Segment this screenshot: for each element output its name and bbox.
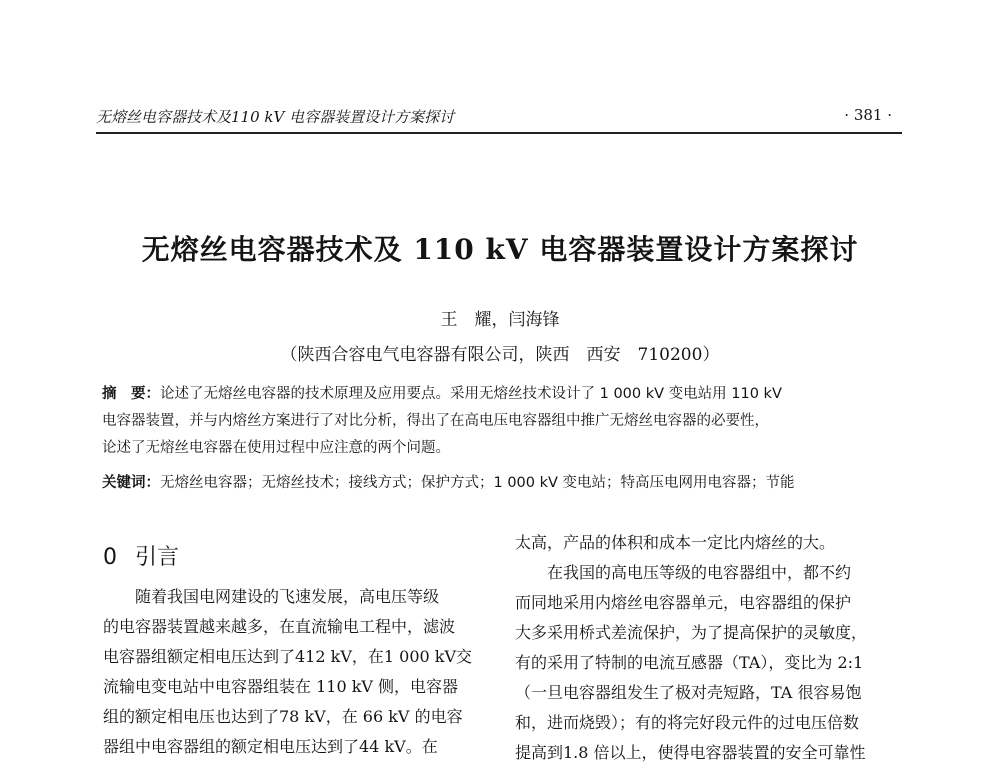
keywords-text: 无熔丝电容器；无熔丝技术；接线方式；保护方式；1 000 kV 变电站；特高压电网用电容器；节能 xyxy=(160,475,795,491)
body-line: （一旦电容器组发生了极对壳短路，TA 很容易饱 xyxy=(515,683,862,702)
left-column xyxy=(103,582,488,762)
body-line: 组的额定相电压也达到了78 kV，在 66 kV 的电容 xyxy=(103,707,463,726)
right-column xyxy=(515,528,900,768)
body-line: 大多采用桥式差流保护，为了提高保护的灵敏度， xyxy=(515,623,868,642)
body-line: 和，进而烧毁）；有的将完好段元件的过电压倍数 xyxy=(515,713,860,732)
body-line: 太高，产品的体积和成本一定比内熔丝的大。 xyxy=(515,533,836,552)
keywords xyxy=(102,470,902,497)
abstract-text: 论述了无熔丝电容器的技术原理及应用要点。采用无熔丝技术设计了 1 000 kV 变电站用 110 kV xyxy=(160,386,782,402)
body-line: 流输电变电站中电容器组装在 110 kV 侧，电容器 xyxy=(103,677,459,696)
abstract xyxy=(102,381,902,462)
abstract-line xyxy=(102,381,902,408)
article-title: 无熔丝电容器技术及 110 kV 电容器装置设计方案探讨 xyxy=(141,233,859,266)
body-line: 在我国的高电压等级的电容器组中，都不约 xyxy=(515,563,852,582)
running-header xyxy=(96,106,902,134)
body-line: 有的采用了特制的电流互感器（TA），变比为 2:1 xyxy=(515,653,864,672)
abstract-line: 电容器装置，并与内熔丝方案进行了对比分析，得出了在高电压电容器组中推广无熔丝电容器的必要性， xyxy=(102,413,769,429)
abstract-line: 论述了无熔丝电容器在使用过程中应注意的两个问题。 xyxy=(102,440,450,456)
authors: 王 耀，闫海锋 xyxy=(440,310,560,330)
body-line: 随着我国电网建设的飞速发展，高电压等级 xyxy=(103,587,440,606)
section-title: 引言 xyxy=(135,545,180,570)
page-number: · 381 · xyxy=(844,106,892,124)
body-line: 的电容器装置越来越多，在直流输电工程中，滤波 xyxy=(103,617,456,636)
body-line: 器组中电容器组的额定相电压达到了44 kV。在 xyxy=(103,737,438,756)
running-title: 无熔丝电容器技术及110 kV 电容器装置设计方案探讨 xyxy=(96,108,455,126)
body-line: 提高到1.8 倍以上，使得电容器装置的安全可靠性 xyxy=(515,743,866,762)
keywords-label: 关键词： xyxy=(102,475,160,491)
section-heading xyxy=(103,540,179,571)
affiliation: （陕西合容电气电容器有限公司，陕西 西安 710200） xyxy=(280,345,720,365)
body-line: 电容器组额定相电压达到了412 kV，在1 000 kV交 xyxy=(103,647,473,666)
section-number: 0 xyxy=(103,545,117,570)
abstract-label: 摘 要： xyxy=(102,386,160,402)
body-line: 而同地采用内熔丝电容器单元，电容器组的保护 xyxy=(515,593,852,612)
